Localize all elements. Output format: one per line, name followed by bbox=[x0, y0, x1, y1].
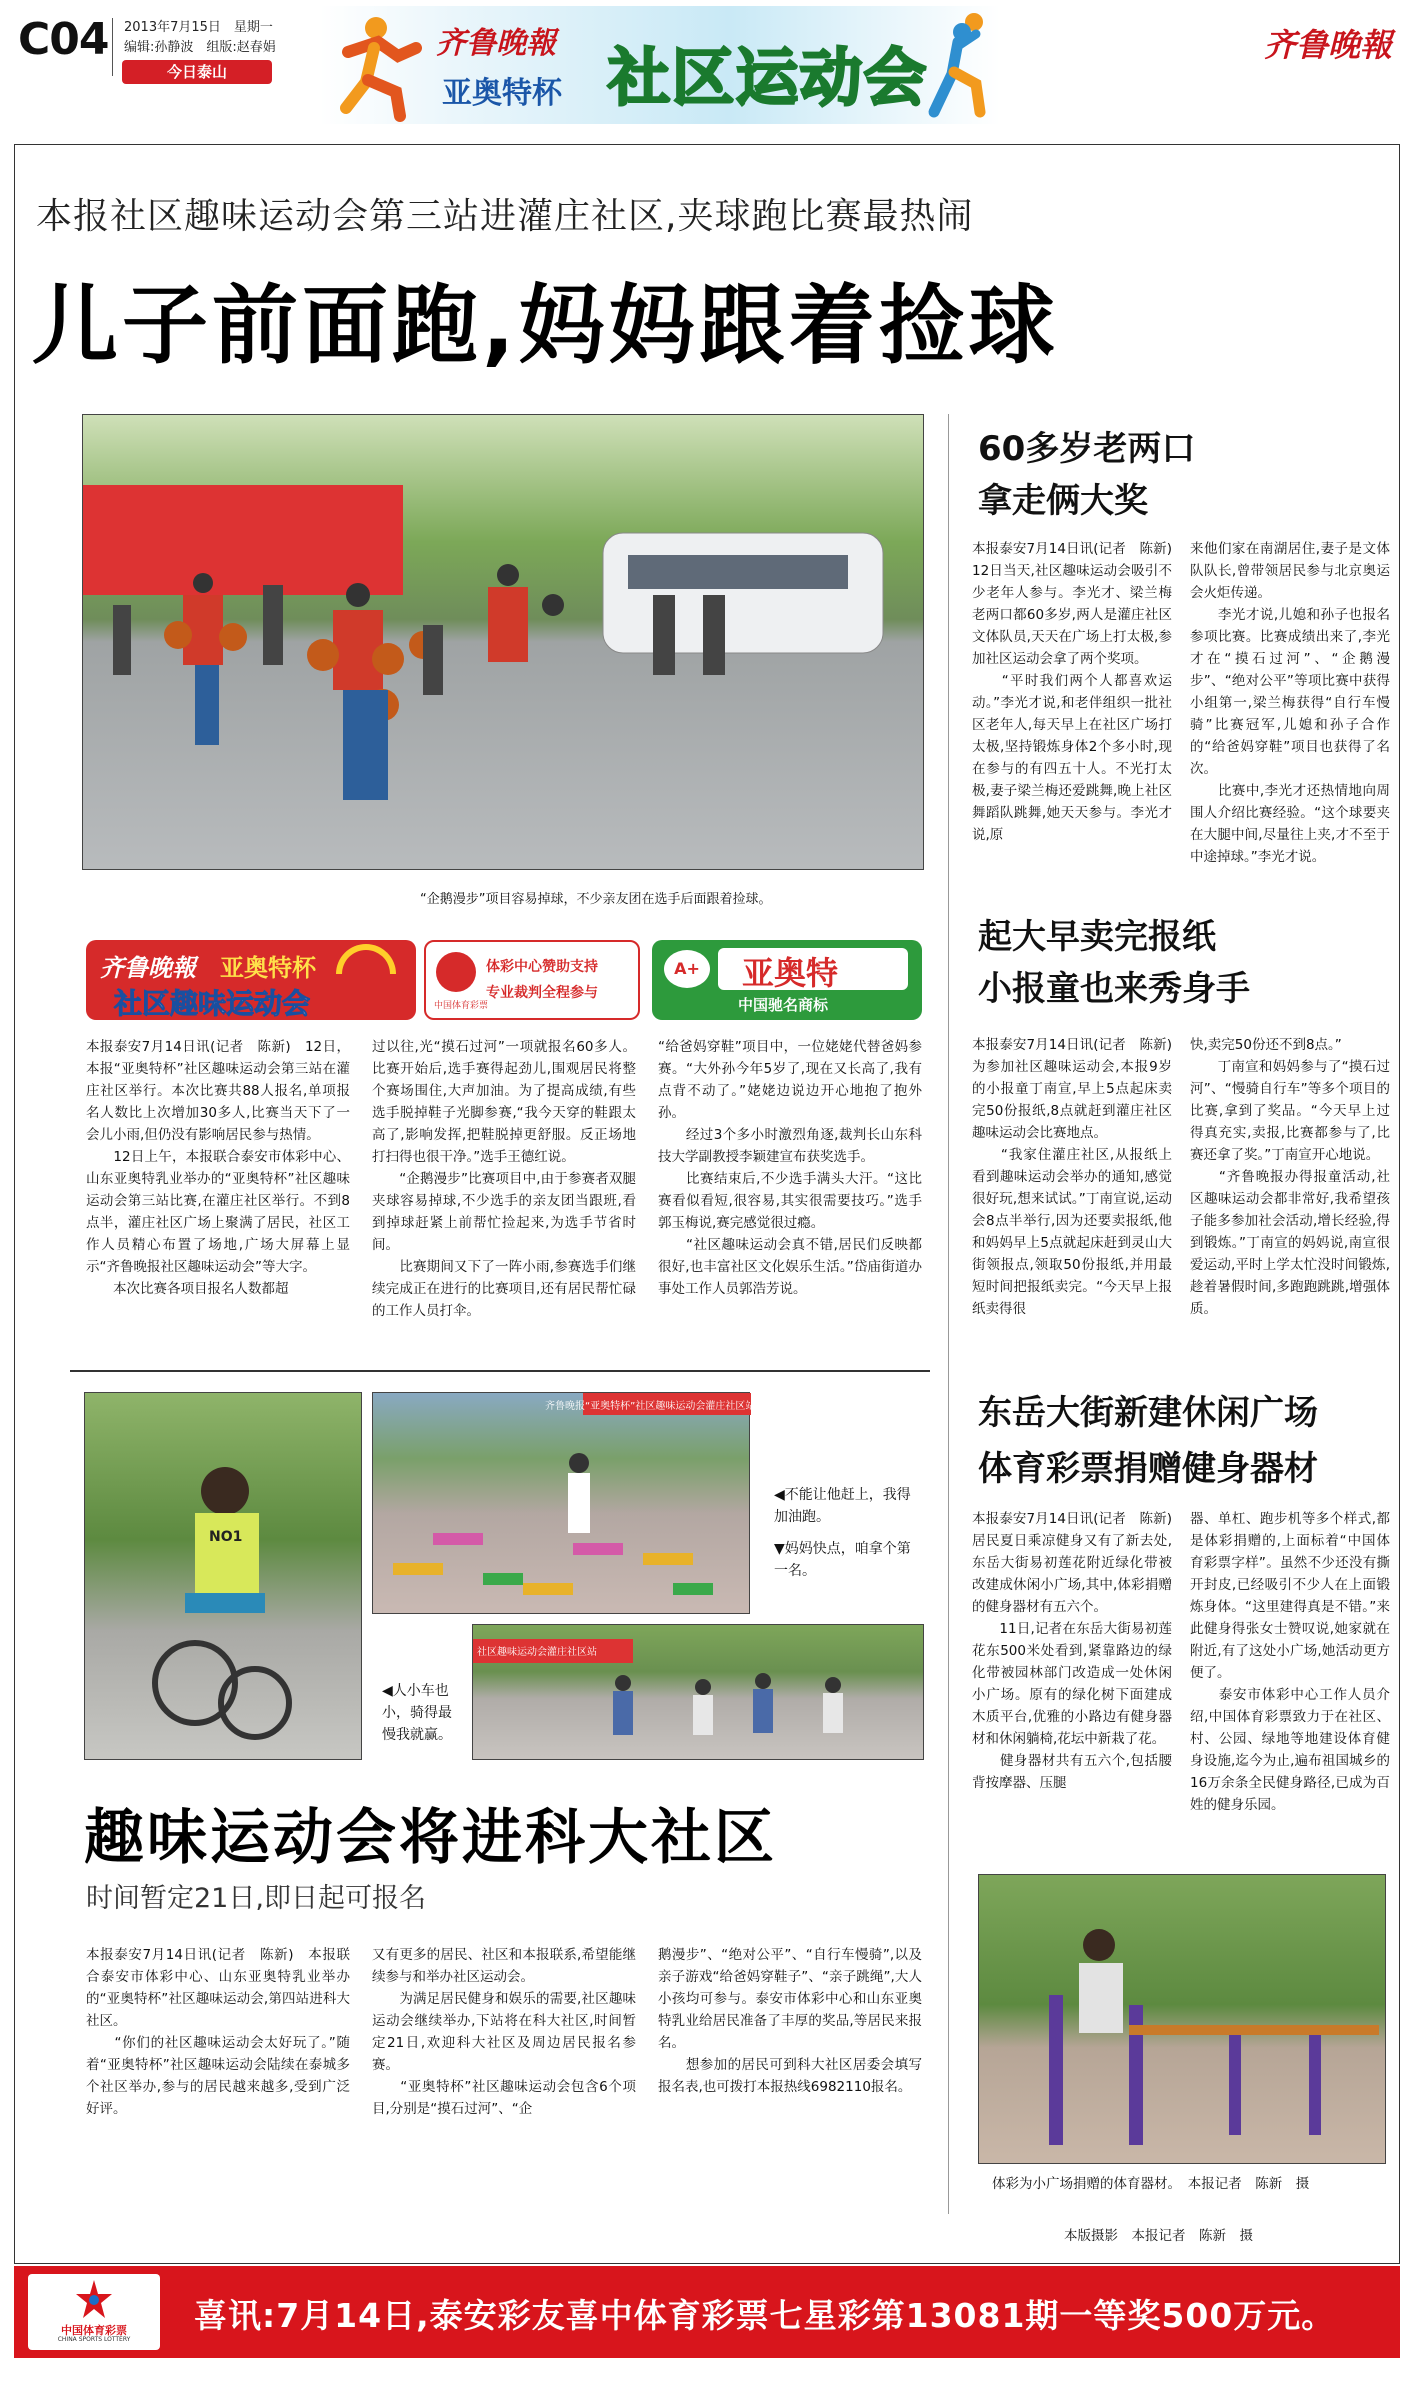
side2-col2: 快,卖完50份还不到8点。” 丁南宣和妈妈参与了“摸石过河”、“慢骑自行车”等多个项目的比赛,拿到了奖品。“今天早上过得真充实,卖报,比赛都参与了,比赛还拿了奖。”丁南宣开心地说。 “齐鲁晚报办得报童活动,社区趣味运动会都非常好,我希望孩子能多参加社会活动,增长经验,得到锻炼。”丁南宣的妈妈说,南宣很爱运动,平时上学太忙没时间锻炼,趁着暑假时间,多跑跑跳跳,增强体质。 bbox=[1190, 1037, 1390, 1317]
story2-subtitle: 时间暂定21日,即日起可报名 bbox=[86, 1883, 426, 1914]
side1-title1: 60多岁老两口 bbox=[978, 429, 1196, 469]
footer-logo-sub: CHINA SPORTS LOTTERY bbox=[57, 2336, 131, 2343]
lead-col1: 本报泰安7月14日讯(记者 陈新) 12日，本报“亚奥特杯”社区趣味运动会第三站在灌庄社区举行。本次比赛共88人报名,单项报名人数比上次增加30多人,比赛当天下了一会儿小雨,但仍没有影响居民参与热情。 12日上午，本报联合泰安市体彩中心、山东亚奥特乳业举办的“亚奥特杯”社区趣味运动会第三站比赛,在灌庄社区举行。不到8点半，灌庄社区广场上聚满了居民，社区工作人员精心布置了场地,广场大屏幕上显示“齐鲁晚报社区趣味运动会”等大字。 本次比赛各项目报名人数都超 bbox=[86, 1039, 350, 1297]
fitness-scene bbox=[979, 1875, 1387, 2165]
banner-event: 社区运动会 bbox=[608, 41, 929, 114]
side3-photo-caption: 体彩为小广场捐赠的体育器材。 本报记者 陈新 摄 bbox=[992, 2176, 1310, 2192]
caption-c: ◀人小车也小，骑得最慢我就赢。 bbox=[382, 1683, 452, 1743]
lead-col2: 过以往,光“摸石过河”一项就报名60多人。比赛开始后,选手赛得起劲儿,围观居民将整个赛场围住,大声加油。为了提高成绩,有些选手脱掉鞋子光脚参赛,“我今天穿的鞋跟太高了,影响发挥,把鞋脱掉更舒服。反正场地打扫得也很干净。”选手王德红说。 “企鹅漫步”比赛项目中,由于参赛者双腿夹球容易掉球,不少选手的亲友团当跟班,看到掉球赶紧上前帮忙捡起来,为选手节省时间。 比赛期间又下了一阵小雨,参赛选手们继续完成正在进行的比赛项目,还有居民帮忙碌的工作人员打伞。 bbox=[372, 1039, 636, 1319]
banner-text-a: 齐鲁晚报“亚奥特杯”社区趣味运动会灌庄社区站 bbox=[545, 1401, 756, 1412]
bike-boy-scene bbox=[85, 1393, 363, 1761]
runner-figure-icon bbox=[328, 12, 428, 118]
story2-col1: 本报泰安7月14日讯(记者 陈新) 本报联合泰安市体彩中心、山东亚奥特乳业举办的“亚奥特杯”社区趣味运动会,第四站进科大社区。 “你们的社区趣味运动会太好玩了。”随着“亚奥特杯”社区趣味运动会陆续在泰城多个社区举办,参与的居民越来越多,受到广泛好评。 bbox=[86, 1947, 350, 2117]
side3-title2: 体育彩票捐赠健身器材 bbox=[978, 1449, 1318, 1489]
footer-logo-block bbox=[28, 2274, 160, 2350]
logo1-event: 社区趣味运动会 bbox=[114, 987, 311, 1020]
logo3-name: 亚奥特 bbox=[742, 954, 839, 992]
side2-title1: 起大早卖完报纸 bbox=[978, 917, 1216, 957]
photo-stepping-stones bbox=[372, 1392, 756, 1614]
column-rule bbox=[948, 414, 949, 2214]
side1-col2: 来他们家在南湖居住,妻子是文体队队长,曾带领居民参与北京奥运会火炬传递。 李光才说,儿媳和孙子也报名参项比赛。比赛成绩出来了,李光才在“摸石过河”、“企鹅漫步”、“绝对公平”等项比赛中获得小组第一,梁兰梅获得“自行车慢骑”比赛冠军,儿媳和孙子合作的“给爸妈穿鞋”项目也获得了名次。 比赛中,李光才还热情地向周围人介绍比赛经验。“这个球要夹在大腿中间,尽量往上夹,才不至于中途掉球。”李光才说。 bbox=[1190, 541, 1390, 865]
page-code: C04 bbox=[18, 14, 109, 65]
rainbow-icon bbox=[336, 944, 396, 974]
lead-photo bbox=[82, 414, 924, 870]
side1-col1: 本报泰安7月14日讯(记者 陈新) 12日当天,社区趣味运动会吸引不少老年人参与。李光才、梁兰梅老两口都60多岁,两人是灌庄社区文体队员,天天在广场上打太极,参加社区运动会拿了两个奖项。 “平时我们两个人都喜欢运动。”李光才说,和老伴组织一批社区老年人,每天早上在社区广场打太极,坚持锻炼身体2个多小时,现在参与的有四五十人。不光打太极,妻子梁兰梅还爱跳舞,晚上社区舞蹈队跳舞,她天天参与。李光才说,原 bbox=[972, 541, 1172, 843]
logo1-sponsor: 亚奥特杯 bbox=[220, 954, 316, 982]
header-banner bbox=[320, 6, 1000, 124]
banner-sponsor: 亚奥特杯 bbox=[442, 76, 562, 111]
caption-b: ▼妈妈快点，咱拿个第一名。 bbox=[774, 1541, 911, 1579]
editor-credits: 编辑:孙静波 组版:赵春娟 bbox=[124, 40, 276, 55]
issue-date: 2013年7月15日 星期一 bbox=[124, 20, 273, 35]
section-divider bbox=[70, 1370, 930, 1372]
side2-title2: 小报童也来秀身手 bbox=[978, 969, 1250, 1009]
photo-fitness-equipment bbox=[978, 1874, 1386, 2164]
shirt-label: NO1 bbox=[209, 1529, 243, 1545]
header-divider bbox=[112, 18, 113, 76]
page-photo-credit: 本版摄影 本报记者 陈新 摄 bbox=[1064, 2228, 1253, 2244]
basketball-player-icon bbox=[918, 12, 998, 118]
footer-logo-text: 中国体育彩票 bbox=[61, 2324, 127, 2337]
lead-headline: 儿子前面跑,妈妈跟着捡球 bbox=[32, 276, 1059, 376]
side3-title1: 东岳大街新建休闲广场 bbox=[978, 1393, 1318, 1433]
story2-col2: 又有更多的居民、社区和本报联系,希望能继续参与和举办社区运动会。 为满足居民健身和娱乐的需要,社区趣味运动会继续举办,下站将在科大社区,时间暂定21日,欢迎科大社区及周边居民报名参赛。 “亚奥特杯”社区趣味运动会包含6个项目,分别是“摸石过河”、“企 bbox=[372, 1947, 636, 2117]
logo1-brand: 齐鲁晚報 bbox=[100, 953, 196, 982]
side2-col1: 本报泰安7月14日讯(记者 陈新) 为参加社区趣味运动会,本报9岁的小报童丁南宣,早上5点起床卖完50份报纸,8点就赶到灌庄社区趣味运动会比赛地点。 “我家住灌庄社区,从报纸上看到趣味运动会举办的通知,感觉很好玩,想来试试。”丁南宣说,运动会8点半举行,因为还要卖报纸,他和妈妈早上5点就起床赶到灵山大街领报点,领取50份报纸,并用最短时间把报纸卖完。“今天早上报纸卖得很 bbox=[972, 1037, 1172, 1317]
side3-col2: 器、单杠、跑步机等多个样式,都是体彩捐赠的,上面标着“中国体育彩票字样”。虽然不少还没有撕开封皮,已经吸引不少人在上面锻炼身体。“这里建得真是不错。”来此健身得张女士赞叹说,她家就在附近,有了这处小广场,她活动更方便了。 泰安市体彩中心工作人员介绍,中国体育彩票致力于在社区、村、公园、绿地等地建设体育健身设施,迄今为止,遍布祖国城乡的16万余条全民健身路径,已成为百姓的健身乐园。 bbox=[1190, 1511, 1390, 1813]
caption-a: ◀不能让他赶上，我得加油跑。 bbox=[774, 1487, 911, 1525]
lottery-star-icon bbox=[72, 2278, 116, 2320]
banner-text-b: 社区趣味运动会灌庄社区站 bbox=[477, 1647, 597, 1658]
logo2-line2: 专业裁判全程参与 bbox=[486, 985, 598, 1001]
story2-title: 趣味运动会将进科大社区 bbox=[84, 1803, 777, 1873]
section-label: 今日泰山 bbox=[166, 63, 227, 81]
lottery-logo-icon bbox=[436, 952, 476, 992]
logo-yaote bbox=[652, 940, 922, 1020]
section-badge bbox=[122, 60, 272, 84]
side1-title2: 拿走俩大奖 bbox=[978, 481, 1148, 521]
logo2-small: 中国体育彩票 bbox=[434, 1001, 489, 1011]
header-brand-right: 齐鲁晚報 bbox=[1264, 26, 1393, 64]
logo-qilu-community bbox=[86, 940, 416, 1020]
logo3-sub: 中国驰名商标 bbox=[738, 996, 829, 1014]
lead-col3: “给爸妈穿鞋”项目中，一位姥姥代替爸妈参赛。“大外孙今年5岁了,现在又长高了,我有点背不动了。”姥姥边说边开心地抱了抱外孙。 经过3个多小时激烈角逐,裁判长山东科技大学副教授李颖建宣布获奖选手。 比赛结束后,不少选手满头大汗。“这比赛看似看短,很容易,其实很需要技巧。”选手郭玉梅说,赛完感觉很过瘾。 “社区趣味运动会真不错,居民们反映都很好,也丰富社区文化娱乐生活。”岱庙街道办事处工作人员郭浩芳说。 bbox=[658, 1039, 922, 1297]
photo-bike-boy bbox=[84, 1392, 362, 1760]
banner-brand: 齐鲁晚報 bbox=[436, 26, 556, 61]
lead-photo-scene bbox=[83, 415, 925, 871]
photo-relay-race bbox=[472, 1624, 924, 1760]
logo3-mark: A+ bbox=[674, 959, 700, 978]
header bbox=[0, 0, 1417, 128]
stepping-stones-scene bbox=[373, 1393, 751, 1615]
logo2-line1: 体彩中心赞助支持 bbox=[486, 959, 598, 975]
footer-message: 喜讯:7月14日,泰安彩友喜中体育彩票七星彩第13081期一等奖500万元。 bbox=[194, 2296, 1336, 2335]
yaote-mark-icon bbox=[664, 950, 710, 988]
lead-subtitle: 本报社区趣味运动会第三站进灌庄社区,夹球跑比赛最热闹 bbox=[36, 196, 974, 237]
logo-lottery-center bbox=[424, 940, 640, 1020]
side3-col1: 本报泰安7月14日讯(记者 陈新) 居民夏日乘凉健身又有了新去处,东岳大街易初莲花附近绿化带被改建成休闲小广场,其中,体彩捐赠的健身器材有五六个。 11日,记者在东岳大街易初莲花东500米处看到,紧靠路边的绿化带被园林部门改造成一处休闲小广场。原有的绿化树下面建成木质平台,优雅的小路边有健身器材和休闲躺椅,花坛中新栽了花。 健身器材共有五六个,包括腰背按摩器、压腿 bbox=[972, 1511, 1172, 1791]
lead-photo-caption: “企鹅漫步”项目容易掉球，不少亲友团在选手后面跟着捡球。 bbox=[420, 892, 772, 907]
story2-col3: 鹅漫步”、“绝对公平”、“自行车慢骑”,以及亲子游戏“给爸妈穿鞋子”、“亲子跳绳”,大人小孩均可参与。泰安市体彩中心和山东亚奥特乳业给居民准备了丰厚的奖品,等居民来报名。 想参加的居民可到科大社区居委会填写报名表,也可拨打本报热线6982110报名。 bbox=[658, 1947, 922, 2095]
footer-bar bbox=[14, 2266, 1400, 2358]
